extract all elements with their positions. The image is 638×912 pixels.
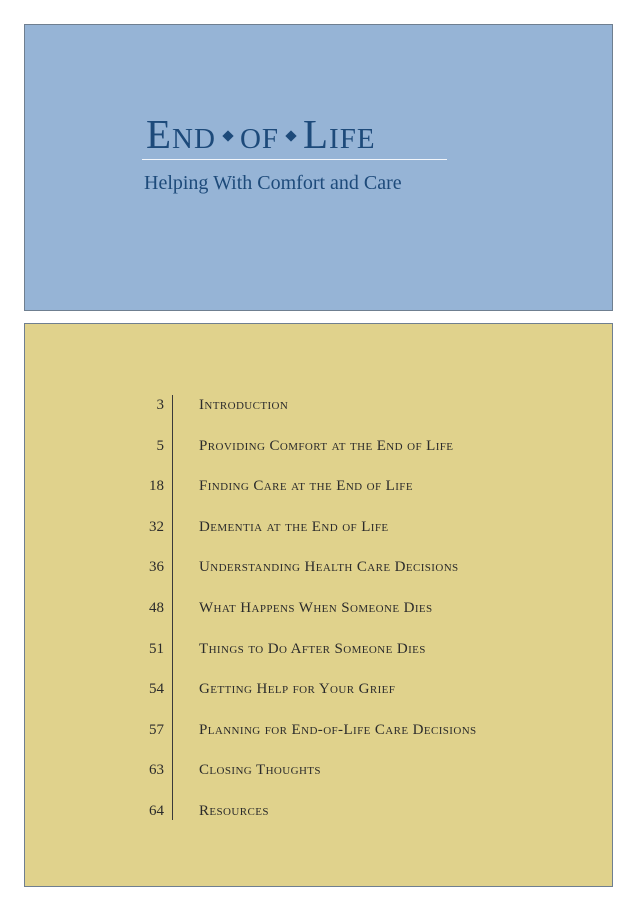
document-subtitle: Helping With Comfort and Care: [144, 172, 402, 194]
toc-entry[interactable]: [0, 722, 638, 763]
toc-page-number: 5: [156, 437, 164, 454]
toc-entry-title[interactable]: Dementia at the End of Life: [199, 518, 389, 535]
toc-page-number: 32: [149, 518, 164, 535]
cover-title-panel: [24, 24, 613, 311]
toc-entry[interactable]: [0, 559, 638, 600]
toc-entry[interactable]: [0, 762, 638, 803]
toc-entry-title[interactable]: Introduction: [199, 397, 289, 413]
toc-entry-title[interactable]: Closing Thoughts: [199, 762, 321, 779]
toc-page-number: 48: [149, 599, 164, 616]
toc-page-number: 3: [156, 397, 164, 413]
toc-entry[interactable]: [0, 438, 638, 479]
toc-entry-title[interactable]: Planning for End-of-Life Care Decisions: [199, 721, 477, 738]
title-divider: [142, 159, 447, 160]
toc-entry-title[interactable]: Providing Comfort at the End of Life: [199, 437, 454, 454]
toc-page-number: 57: [149, 721, 164, 738]
toc-entry[interactable]: [0, 803, 638, 844]
diamond-ornament-icon: [222, 130, 233, 141]
toc-entry-title[interactable]: Understanding Health Care Decisions: [199, 559, 459, 576]
toc-entry-title[interactable]: Finding Care at the End of Life: [199, 478, 413, 495]
toc-page-number: 64: [149, 802, 164, 819]
toc-entry[interactable]: [0, 600, 638, 641]
toc-entry[interactable]: [0, 478, 638, 519]
toc-entry[interactable]: [0, 681, 638, 722]
toc-page-number: 63: [149, 762, 164, 779]
title-word-end: End: [146, 111, 216, 157]
diamond-ornament-icon: [285, 130, 296, 141]
document-title: [146, 110, 376, 158]
toc-entry[interactable]: [0, 397, 638, 438]
toc-entry-title[interactable]: Things to Do After Someone Dies: [199, 640, 426, 657]
toc-page-number: 18: [149, 478, 164, 495]
toc-page-number: 51: [149, 640, 164, 657]
toc-entry-title[interactable]: What Happens When Someone Dies: [199, 599, 433, 616]
table-of-contents: [0, 397, 638, 844]
toc-page-number: 36: [149, 559, 164, 576]
toc-entry[interactable]: [0, 519, 638, 560]
toc-page-number: 54: [149, 681, 164, 698]
title-word-of: of: [239, 111, 280, 157]
toc-entry-title[interactable]: Getting Help for Your Grief: [199, 681, 396, 698]
toc-entry-title[interactable]: Resources: [199, 802, 269, 819]
title-word-life: Life: [303, 111, 376, 157]
toc-entry[interactable]: [0, 641, 638, 682]
